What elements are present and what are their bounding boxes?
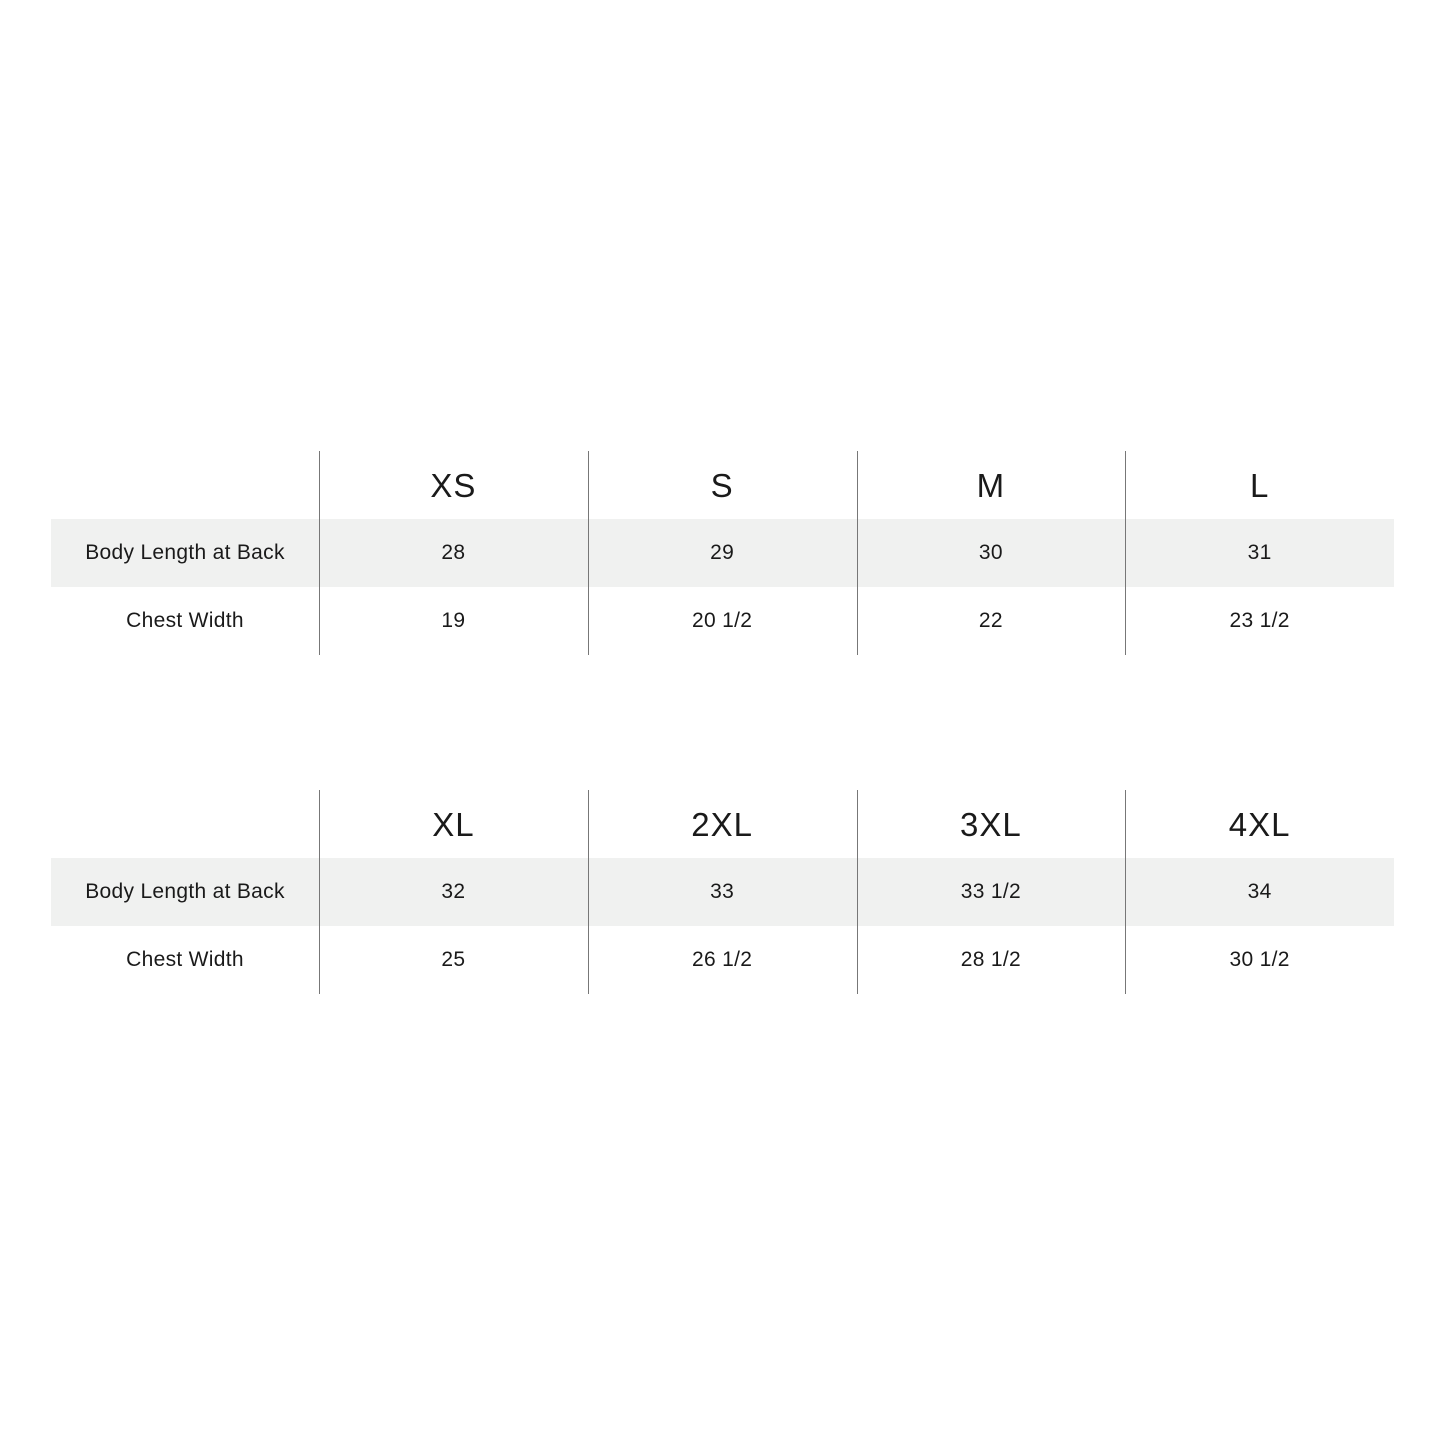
size-header-m: M: [976, 467, 1006, 504]
table-cell: 19: [441, 609, 466, 632]
row-label-chest-width: Chest Width: [126, 948, 244, 971]
column-divider: [319, 451, 320, 655]
table-cell: 25: [441, 948, 466, 971]
table-cell: 26 1/2: [692, 948, 753, 971]
table-cell: 34: [1247, 880, 1272, 903]
size-header-2xl: 2XL: [691, 806, 753, 843]
table-row-chest-width: [51, 926, 1394, 994]
table-cell: 20 1/2: [692, 609, 753, 632]
table-cell: 32: [441, 880, 466, 903]
table-cell: 23 1/2: [1229, 609, 1290, 632]
column-divider: [857, 451, 858, 655]
size-chart-table-2: [51, 790, 1394, 994]
header-empty-cell: [51, 451, 319, 519]
header-empty-cell: [51, 790, 319, 858]
table-cell: 29: [710, 541, 735, 564]
table-cell: 30 1/2: [1229, 948, 1290, 971]
column-divider: [319, 790, 320, 994]
column-divider: [1125, 451, 1126, 655]
size-header-row: [51, 790, 1394, 858]
column-divider: [857, 790, 858, 994]
size-header-row: [51, 451, 1394, 519]
column-divider: [1125, 790, 1126, 994]
table-row-body-length: [51, 519, 1394, 587]
size-header-s: S: [710, 467, 734, 504]
table-cell: 31: [1247, 541, 1272, 564]
size-header-3xl: 3XL: [960, 806, 1022, 843]
table-cell: 28 1/2: [960, 948, 1021, 971]
size-header-xs: XS: [430, 467, 477, 504]
size-header-l: L: [1249, 467, 1270, 504]
size-header-4xl: 4XL: [1228, 806, 1291, 843]
size-header-xl: XL: [432, 806, 475, 843]
row-label-body-length: Body Length at Back: [85, 880, 285, 903]
table-cell: 22: [978, 609, 1003, 632]
table-cell: 33 1/2: [960, 880, 1021, 903]
size-chart-table-1: [51, 451, 1394, 655]
row-label-body-length: Body Length at Back: [85, 541, 285, 564]
column-divider: [588, 790, 589, 994]
table-cell: 33: [710, 880, 735, 903]
table-cell: 28: [441, 541, 466, 564]
table-row-body-length: [51, 858, 1394, 926]
table-cell: 30: [978, 541, 1003, 564]
column-divider: [588, 451, 589, 655]
table-row-chest-width: [51, 587, 1394, 655]
row-label-chest-width: Chest Width: [126, 609, 244, 632]
